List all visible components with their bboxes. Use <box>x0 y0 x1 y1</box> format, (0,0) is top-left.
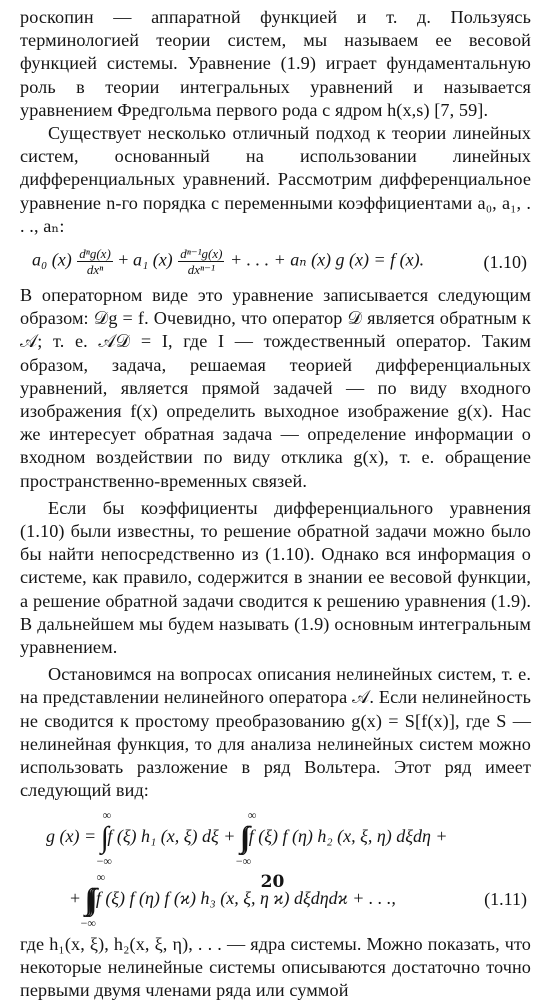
equation-1-11-line-1 <box>20 805 531 871</box>
eq111-term3: f (ξ) f (η) f (ϰ) h₃ (x, ξ, η ϰ) dξdηdϰ + . . ., <box>96 888 396 908</box>
eq111-term2: f (ξ) f (η) h₂ (x, ξ, η) dξdη + <box>249 826 448 846</box>
int1-upper-limit: ∞ <box>103 809 112 821</box>
eq110-frac2-numerator: dⁿ⁻¹g(x) <box>178 246 224 262</box>
paragraph-2: Существует несколько отличный подход к теории линейных систем, основанный на использовании линейных дифференциальных уравнений. Рассмотрим дифференциальное уравнение n-го порядка с переменными коэффициентами a₀, a₁, . . ., aₙ: <box>20 122 531 238</box>
eq111-term1: f (ξ) h₁ (x, ξ) dξ + <box>107 826 235 846</box>
paragraph-5: Остановимся на вопросах описания нелинейных систем, т. е. на представлении нелинейного оператора 𝒜. Если нелинейность не сводится к простому преобразованию g(x) = S[f(x)], где S — нелинейная функция, то для анализа нелинейных систем можно использовать разложение в ряд Вольтера. Этот ряд имеет следующий вид: <box>20 663 531 802</box>
eq110-a0: a₀ (x) <box>32 250 72 270</box>
equation-1-10 <box>20 240 531 282</box>
eq111-leading-plus: + <box>70 888 80 908</box>
int1-lower-limit: −∞ <box>97 855 112 867</box>
paragraph-6: где h₁(x, ξ), h₂(x, ξ, η), . . . — ядра системы. Можно показать, что некоторые нелинейные системы описываются достаточно точно первыми двумя членами ряда или суммой <box>20 933 531 1002</box>
int2-upper-limit: ∞ <box>248 809 257 821</box>
paragraph-1: роскопин — аппаратной функцией и т. д. Пользуясь терминологией теории систем, мы называем ее весовой функцией системы. Уравнение (1.9) играет фундаментальную роль в теории интегральных уравнений и называется уравнением Фредгольма первого рода с ядром h(x,s) [7, 59]. <box>20 6 531 122</box>
page-number: 20 <box>0 872 545 892</box>
eq111-number: (1.11) <box>484 887 527 911</box>
eq110-frac1-numerator: dⁿg(x) <box>77 246 113 262</box>
eq111-lhs: g (x) = <box>46 826 96 846</box>
eq110-fraction-2 <box>178 246 224 277</box>
eq110-frac2-denominator: dxⁿ⁻¹ <box>178 262 224 277</box>
triple-integral-icon: ∫∫∫ ∞ −∞ <box>85 885 92 915</box>
eq110-frac1-denominator: dxⁿ <box>77 262 113 277</box>
eq110-number: (1.10) <box>484 250 528 274</box>
int3-upper-limit: ∞ <box>97 871 106 883</box>
eq110-a1: a₁ (x) <box>133 250 173 270</box>
double-integral-icon: ∫∫ ∞ −∞ <box>240 823 244 853</box>
single-integral-icon: ∫ ∞ −∞ <box>101 823 103 853</box>
paragraph-4: Если бы коэффициенты дифференциального уравнения (1.10) были известны, то решение обратной задачи можно было бы найти непосредственно из (1.10). Однако вся информация о системе, как правило, содержится в знании ее весовой функции, а решение обратной задачи сводится к решению уравнения (1.9). В дальнейшем мы будем называть (1.9) основным интегральным уравнением. <box>20 497 531 659</box>
int2-lower-limit: −∞ <box>236 855 251 867</box>
int3-lower-limit: −∞ <box>81 917 96 929</box>
eq110-fraction-1 <box>77 246 113 277</box>
eq110-plus: + <box>118 250 128 270</box>
paragraph-3: В операторном виде это уравнение записывается следующим образом: 𝒟g = f. Очевидно, что оператор 𝒟 является обратным к 𝒜; т. е. 𝒜𝒟 = I, где I — тождественный оператор. Таким образом, задача, решаемая теорией дифференциальных уравнений, является прямой задачей — по виду входного изображения f(x) определить выходное изображение g(x). Нас же интересует обратная задача — определение информации о входном воздействии по виду отклика g(x), т. е. обращение пространственно-временных связей. <box>20 284 531 493</box>
eq110-tail: + . . . + aₙ (x) g (x) = f (x). <box>230 250 424 270</box>
